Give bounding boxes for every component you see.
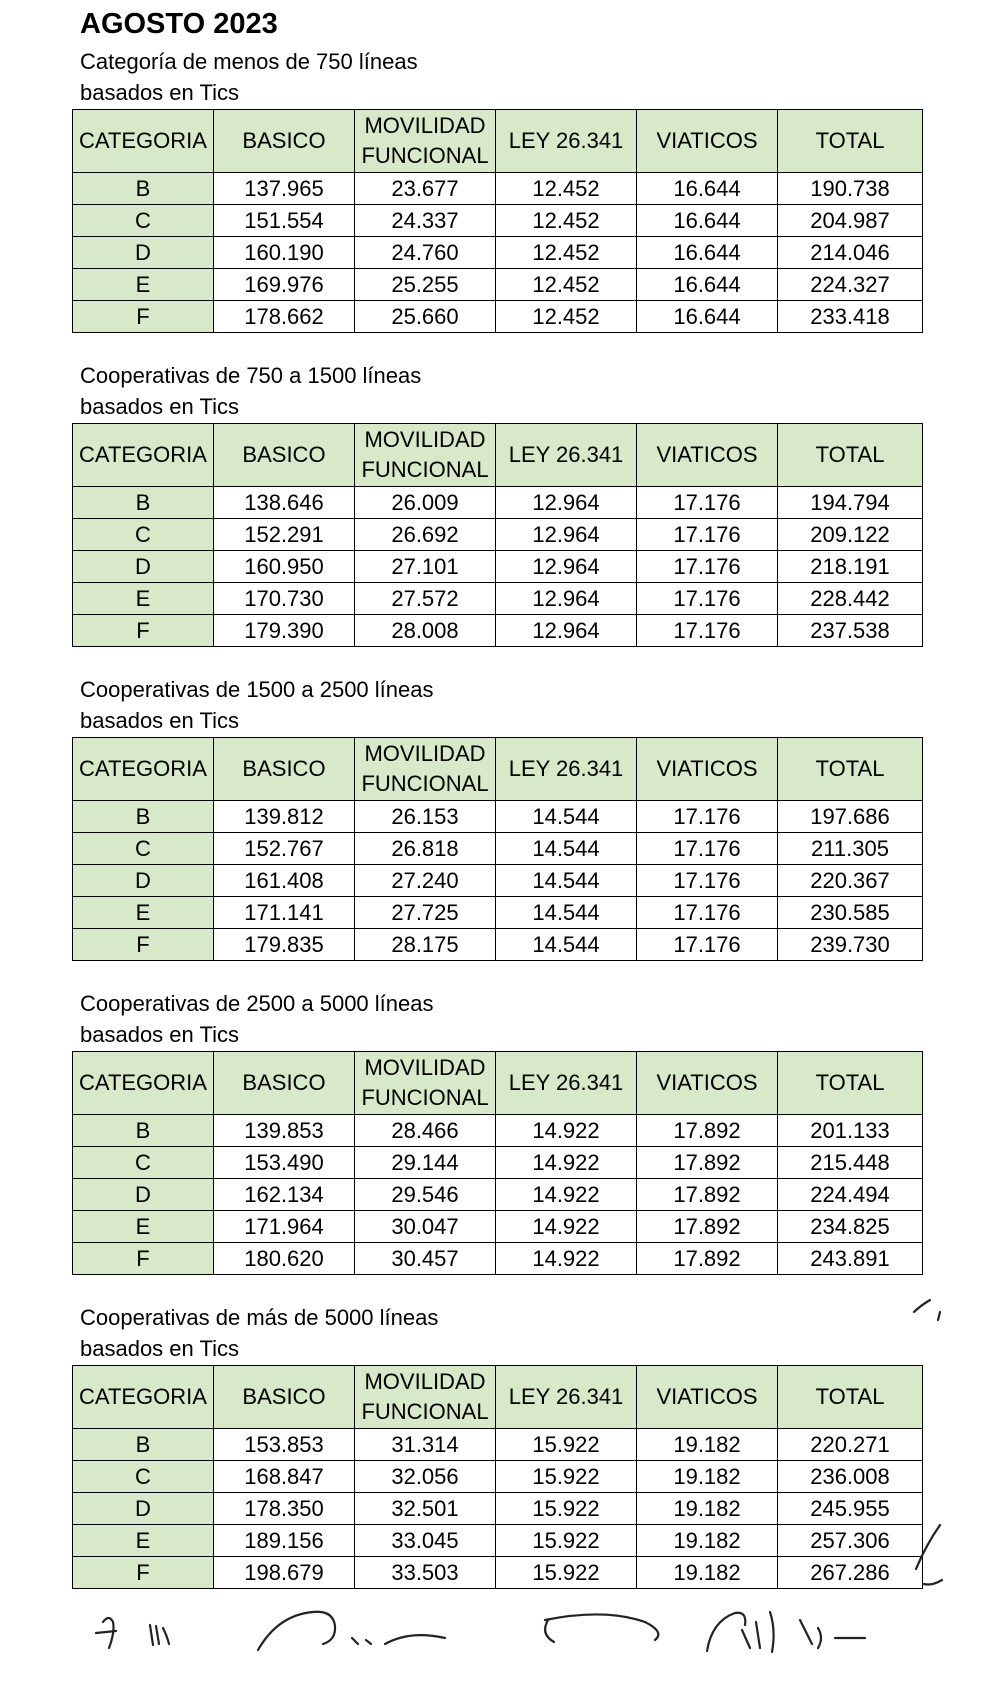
cell-basico: 179.390 <box>214 615 355 647</box>
column-header-viaticos: VIATICOS <box>637 1052 778 1115</box>
column-header-ley: LEY 26.341 <box>496 1366 637 1429</box>
section-title: Cooperativas de 1500 a 2500 líneas <box>80 677 434 702</box>
column-header-ley: LEY 26.341 <box>496 1052 637 1115</box>
cell-basico: 137.965 <box>214 173 355 205</box>
cell-movilidad: 27.725 <box>355 897 496 929</box>
cell-basico: 198.679 <box>214 1557 355 1589</box>
cell-total: 204.987 <box>778 205 923 237</box>
cell-viaticos: 17.892 <box>637 1115 778 1147</box>
cell-basico: 178.662 <box>214 301 355 333</box>
cell-ley: 14.922 <box>496 1243 637 1275</box>
cell-movilidad: 26.692 <box>355 519 496 551</box>
cell-ley: 15.922 <box>496 1557 637 1589</box>
cell-movilidad: 26.009 <box>355 487 496 519</box>
section-title: Cooperativas de 2500 a 5000 líneas <box>80 991 434 1016</box>
cell-basico: 160.190 <box>214 237 355 269</box>
cell-viaticos: 16.644 <box>637 237 778 269</box>
column-header-categoria: CATEGORIA <box>73 110 214 173</box>
cell-movilidad: 24.337 <box>355 205 496 237</box>
cell-basico: 160.950 <box>214 551 355 583</box>
cell-total: 209.122 <box>778 519 923 551</box>
cell-movilidad: 28.175 <box>355 929 496 961</box>
cell-movilidad: 33.503 <box>355 1557 496 1589</box>
page-title: AGOSTO 2023 <box>80 8 278 40</box>
cell-basico: 152.291 <box>214 519 355 551</box>
column-header-viaticos: VIATICOS <box>637 110 778 173</box>
cell-movilidad: 30.457 <box>355 1243 496 1275</box>
cell-movilidad: 27.572 <box>355 583 496 615</box>
cell-categoria: B <box>73 487 214 519</box>
cell-total: 228.442 <box>778 583 923 615</box>
cell-total: 201.133 <box>778 1115 923 1147</box>
column-header-basico: BASICO <box>214 110 355 173</box>
cell-ley: 14.544 <box>496 833 637 865</box>
cell-basico: 189.156 <box>214 1525 355 1557</box>
cell-ley: 14.922 <box>496 1179 637 1211</box>
cell-viaticos: 19.182 <box>637 1461 778 1493</box>
cell-total: 218.191 <box>778 551 923 583</box>
section-subtitle: basados en Tics <box>80 394 239 419</box>
cell-movilidad: 31.314 <box>355 1429 496 1461</box>
cell-ley: 15.922 <box>496 1493 637 1525</box>
cell-total: 239.730 <box>778 929 923 961</box>
cell-ley: 14.922 <box>496 1211 637 1243</box>
cell-categoria: B <box>73 173 214 205</box>
cell-viaticos: 17.176 <box>637 583 778 615</box>
cell-ley: 14.544 <box>496 801 637 833</box>
cell-total: 220.367 <box>778 865 923 897</box>
cell-movilidad: 26.818 <box>355 833 496 865</box>
cell-ley: 14.544 <box>496 929 637 961</box>
cell-ley: 12.452 <box>496 301 637 333</box>
cell-categoria: F <box>73 1243 214 1275</box>
column-header-viaticos: VIATICOS <box>637 738 778 801</box>
cell-total: 236.008 <box>778 1461 923 1493</box>
column-header-ley: LEY 26.341 <box>496 424 637 487</box>
cell-categoria: B <box>73 1115 214 1147</box>
cell-movilidad: 29.144 <box>355 1147 496 1179</box>
cell-ley: 14.544 <box>496 897 637 929</box>
cell-total: 211.305 <box>778 833 923 865</box>
cell-categoria: F <box>73 615 214 647</box>
cell-basico: 178.350 <box>214 1493 355 1525</box>
cell-ley: 15.922 <box>496 1429 637 1461</box>
cell-movilidad: 25.660 <box>355 301 496 333</box>
cell-viaticos: 16.644 <box>637 301 778 333</box>
cell-total: 257.306 <box>778 1525 923 1557</box>
cell-viaticos: 17.176 <box>637 833 778 865</box>
cell-basico: 152.767 <box>214 833 355 865</box>
column-header-total: TOTAL <box>778 1366 923 1429</box>
cell-ley: 12.964 <box>496 519 637 551</box>
cell-categoria: F <box>73 1557 214 1589</box>
cell-total: 220.271 <box>778 1429 923 1461</box>
cell-viaticos: 16.644 <box>637 205 778 237</box>
cell-ley: 12.964 <box>496 551 637 583</box>
cell-categoria: B <box>73 801 214 833</box>
cell-total: 237.538 <box>778 615 923 647</box>
cell-ley: 14.922 <box>496 1115 637 1147</box>
column-header-total: TOTAL <box>778 738 923 801</box>
cell-viaticos: 19.182 <box>637 1493 778 1525</box>
section-title: Cooperativas de 750 a 1500 líneas <box>80 363 422 388</box>
cell-categoria: C <box>73 1147 214 1179</box>
column-header-total: TOTAL <box>778 424 923 487</box>
section-subtitle: basados en Tics <box>80 1022 239 1047</box>
cell-total: 197.686 <box>778 801 923 833</box>
column-header-categoria: CATEGORIA <box>73 738 214 801</box>
cell-viaticos: 16.644 <box>637 173 778 205</box>
cell-categoria: D <box>73 1179 214 1211</box>
cell-categoria: E <box>73 583 214 615</box>
cell-categoria: E <box>73 1525 214 1557</box>
column-header-basico: BASICO <box>214 738 355 801</box>
cell-basico: 138.646 <box>214 487 355 519</box>
cell-viaticos: 17.176 <box>637 551 778 583</box>
cell-movilidad: 29.546 <box>355 1179 496 1211</box>
cell-total: 267.286 <box>778 1557 923 1589</box>
cell-basico: 139.812 <box>214 801 355 833</box>
section-subtitle: basados en Tics <box>80 80 239 105</box>
column-header-movilidad: MOVILIDAD FUNCIONAL <box>355 1052 496 1115</box>
column-header-viaticos: VIATICOS <box>637 1366 778 1429</box>
cell-viaticos: 17.176 <box>637 801 778 833</box>
cell-basico: 139.853 <box>214 1115 355 1147</box>
cell-movilidad: 28.466 <box>355 1115 496 1147</box>
cell-ley: 15.922 <box>496 1525 637 1557</box>
column-header-basico: BASICO <box>214 1052 355 1115</box>
cell-viaticos: 17.892 <box>637 1179 778 1211</box>
column-header-categoria: CATEGORIA <box>73 424 214 487</box>
cell-basico: 168.847 <box>214 1461 355 1493</box>
column-header-ley: LEY 26.341 <box>496 110 637 173</box>
cell-viaticos: 17.176 <box>637 929 778 961</box>
cell-movilidad: 28.008 <box>355 615 496 647</box>
cell-categoria: C <box>73 1461 214 1493</box>
cell-categoria: E <box>73 897 214 929</box>
cell-categoria: E <box>73 269 214 301</box>
cell-basico: 180.620 <box>214 1243 355 1275</box>
cell-ley: 12.452 <box>496 205 637 237</box>
cell-basico: 171.141 <box>214 897 355 929</box>
cell-total: 224.494 <box>778 1179 923 1211</box>
cell-viaticos: 16.644 <box>637 269 778 301</box>
cell-categoria: C <box>73 205 214 237</box>
cell-categoria: D <box>73 1493 214 1525</box>
cell-categoria: E <box>73 1211 214 1243</box>
column-header-total: TOTAL <box>778 110 923 173</box>
cell-basico: 171.964 <box>214 1211 355 1243</box>
cell-basico: 153.853 <box>214 1429 355 1461</box>
cell-total: 234.825 <box>778 1211 923 1243</box>
cell-total: 215.448 <box>778 1147 923 1179</box>
cell-movilidad: 25.255 <box>355 269 496 301</box>
cell-total: 233.418 <box>778 301 923 333</box>
cell-movilidad: 23.677 <box>355 173 496 205</box>
cell-viaticos: 17.176 <box>637 487 778 519</box>
column-header-ley: LEY 26.341 <box>496 738 637 801</box>
cell-categoria: F <box>73 301 214 333</box>
cell-viaticos: 17.176 <box>637 897 778 929</box>
section-subtitle: basados en Tics <box>80 1336 239 1361</box>
cell-viaticos: 17.892 <box>637 1243 778 1275</box>
cell-ley: 12.964 <box>496 615 637 647</box>
cell-basico: 169.976 <box>214 269 355 301</box>
cell-movilidad: 26.153 <box>355 801 496 833</box>
column-header-viaticos: VIATICOS <box>637 424 778 487</box>
cell-basico: 151.554 <box>214 205 355 237</box>
column-header-categoria: CATEGORIA <box>73 1366 214 1429</box>
cell-viaticos: 19.182 <box>637 1429 778 1461</box>
cell-total: 214.046 <box>778 237 923 269</box>
cell-total: 245.955 <box>778 1493 923 1525</box>
cell-movilidad: 27.240 <box>355 865 496 897</box>
cell-categoria: B <box>73 1429 214 1461</box>
column-header-movilidad: MOVILIDAD FUNCIONAL <box>355 1366 496 1429</box>
cell-ley: 12.452 <box>496 269 637 301</box>
cell-basico: 161.408 <box>214 865 355 897</box>
cell-ley: 14.544 <box>496 865 637 897</box>
cell-viaticos: 19.182 <box>637 1525 778 1557</box>
cell-ley: 12.964 <box>496 487 637 519</box>
cell-categoria: D <box>73 865 214 897</box>
cell-total: 224.327 <box>778 269 923 301</box>
cell-total: 243.891 <box>778 1243 923 1275</box>
cell-total: 190.738 <box>778 173 923 205</box>
cell-categoria: C <box>73 519 214 551</box>
cell-ley: 12.452 <box>496 237 637 269</box>
cell-basico: 170.730 <box>214 583 355 615</box>
cell-viaticos: 17.892 <box>637 1211 778 1243</box>
cell-movilidad: 27.101 <box>355 551 496 583</box>
cell-categoria: D <box>73 237 214 269</box>
cell-movilidad: 32.056 <box>355 1461 496 1493</box>
cell-viaticos: 17.892 <box>637 1147 778 1179</box>
column-header-movilidad: MOVILIDAD FUNCIONAL <box>355 424 496 487</box>
cell-ley: 14.922 <box>496 1147 637 1179</box>
cell-total: 230.585 <box>778 897 923 929</box>
cell-ley: 12.452 <box>496 173 637 205</box>
cell-categoria: F <box>73 929 214 961</box>
column-header-movilidad: MOVILIDAD FUNCIONAL <box>355 738 496 801</box>
column-header-movilidad: MOVILIDAD FUNCIONAL <box>355 110 496 173</box>
cell-basico: 179.835 <box>214 929 355 961</box>
section-subtitle: basados en Tics <box>80 708 239 733</box>
cell-categoria: C <box>73 833 214 865</box>
cell-ley: 15.922 <box>496 1461 637 1493</box>
cell-basico: 153.490 <box>214 1147 355 1179</box>
cell-movilidad: 24.760 <box>355 237 496 269</box>
section-title: Cooperativas de más de 5000 líneas <box>80 1305 439 1330</box>
column-header-basico: BASICO <box>214 424 355 487</box>
cell-movilidad: 30.047 <box>355 1211 496 1243</box>
cell-categoria: D <box>73 551 214 583</box>
section-title: Categoría de menos de 750 líneas <box>80 49 418 74</box>
cell-viaticos: 17.176 <box>637 519 778 551</box>
cell-viaticos: 19.182 <box>637 1557 778 1589</box>
cell-total: 194.794 <box>778 487 923 519</box>
cell-movilidad: 33.045 <box>355 1525 496 1557</box>
cell-viaticos: 17.176 <box>637 865 778 897</box>
column-header-categoria: CATEGORIA <box>73 1052 214 1115</box>
column-header-total: TOTAL <box>778 1052 923 1115</box>
cell-movilidad: 32.501 <box>355 1493 496 1525</box>
cell-basico: 162.134 <box>214 1179 355 1211</box>
cell-viaticos: 17.176 <box>637 615 778 647</box>
column-header-basico: BASICO <box>214 1366 355 1429</box>
cell-ley: 12.964 <box>496 583 637 615</box>
